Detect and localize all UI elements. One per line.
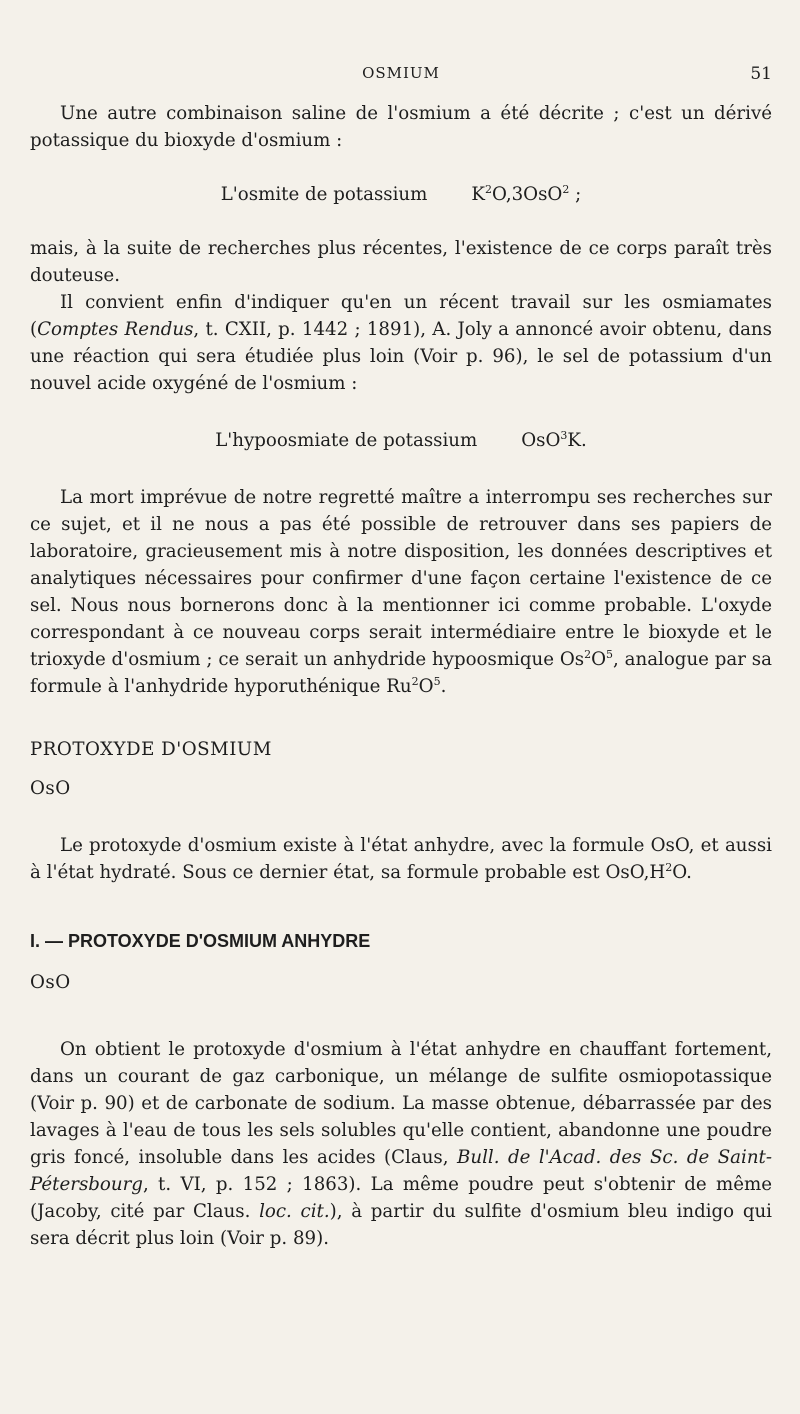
- paragraph-intro: [30, 100, 772, 154]
- subsection-heading-anhydre: I. — PROTOXYDE D'OSMIUM ANHYDRE: [30, 931, 371, 951]
- formula-hypoosmiate-name: L'hypoosmiate de potassium: [215, 430, 478, 451]
- formula-osmite-name: L'osmite de potassium: [220, 184, 428, 205]
- journal-title-bull: Bull. de l'Acad. des Sc. de Saint-Pétersbourg: [30, 1147, 772, 1195]
- paragraph-intro-text: Une autre combinaison saline de l'osmium a été décrite ; c'est un dérivé potassique du bioxyde d'osmium :: [30, 103, 772, 151]
- paragraph-doubt-text: mais, à la suite de recherches plus récentes, l'existence de ce corps paraît très douteuse.: [30, 238, 772, 286]
- paragraph-death: La mort imprévue de notre regretté maître a interrompu ses recherches sur ce sujet, et il ne nous a pas été possible de retrouver dans ses papiers de laboratoire, gracieusement mis à notre disposition, les données descriptives et analytiques nécessaires pour confirmer d'une façon certaine l'existence de ce sel. Nous nous bornerons donc à la mentionner ici comme probable. L'oxyde correspondant à ce nouveau corps serait intermédiaire entre le bioxyde et le trioxyde d'osmium ; ce serait un anhydride hypoosmique $Os^2O^5$, analogue par sa formule à l'anhydride hyporuthénique $Ru^2O^5$.: [30, 487, 772, 697]
- loc-cit: loc. cit.: [259, 1201, 330, 1222]
- formula-hypoosmiate: [30, 427, 772, 454]
- page-body: [30, 100, 772, 1252]
- page-number: 51: [750, 64, 772, 84]
- journal-title: Comptes Rendus: [37, 319, 194, 340]
- paragraph-joly: Il convient enfin d'indiquer qu'en un récent travail sur les osmiamates (Comptes Rendus, t. CXII, p. 1442 ; 1891), A. Joly a annoncé avoir obtenu, dans une réaction qui sera étudiée plus loin (Voir p. 96), le sel de potassium d'un nouvel acide oxygéné de l'osmium :: [30, 292, 772, 394]
- paragraph-protoxyde: Le protoxyde d'osmium existe à l'état anhydre, avec la formule OsO, et aussi à l'état hydraté. Sous ce dernier état, sa formule probable est $OsO,H^2O$.: [30, 835, 772, 883]
- section-formula-protoxyde: OsO: [30, 778, 71, 799]
- formula-hypoosmiate-expression: OsO$^3$K.: [521, 428, 587, 451]
- paragraph-doubt: [30, 235, 772, 289]
- paragraph-anhydre: On obtient le protoxyde d'osmium à l'état anhydre en chauffant fortement, dans un courant de gaz carbonique, un mélange de sulfite osmiopotassique (Voir p. 90) et de carbonate de sodium. La masse obtenue, débarrassée par des lavages à l'eau de tous les sels solubles qu'elle contient, abandonne une poudre gris foncé, insoluble dans les acides (Claus, Bull. de l'Acad. des Sc. de Saint-Pétersbourg, t. VI, p. 152 ; 1863). La même poudre peut s'obtenir de même (Jacoby, cité par Claus. loc. cit.), à partir du sulfite d'osmium bleu indigo qui sera décrit plus loin (Voir p. 89).: [30, 1039, 772, 1249]
- page-header: [30, 64, 772, 90]
- subsection-formula-anhydre: OsO: [30, 972, 71, 993]
- section-heading-protoxyde: PROTOXYDE D'OSMIUM: [30, 739, 272, 760]
- running-title: OSMIUM: [362, 64, 440, 82]
- formula-osmite: [30, 181, 772, 208]
- formula-osmite-expression: $K^2O,3OsO^2$ ;: [471, 182, 582, 205]
